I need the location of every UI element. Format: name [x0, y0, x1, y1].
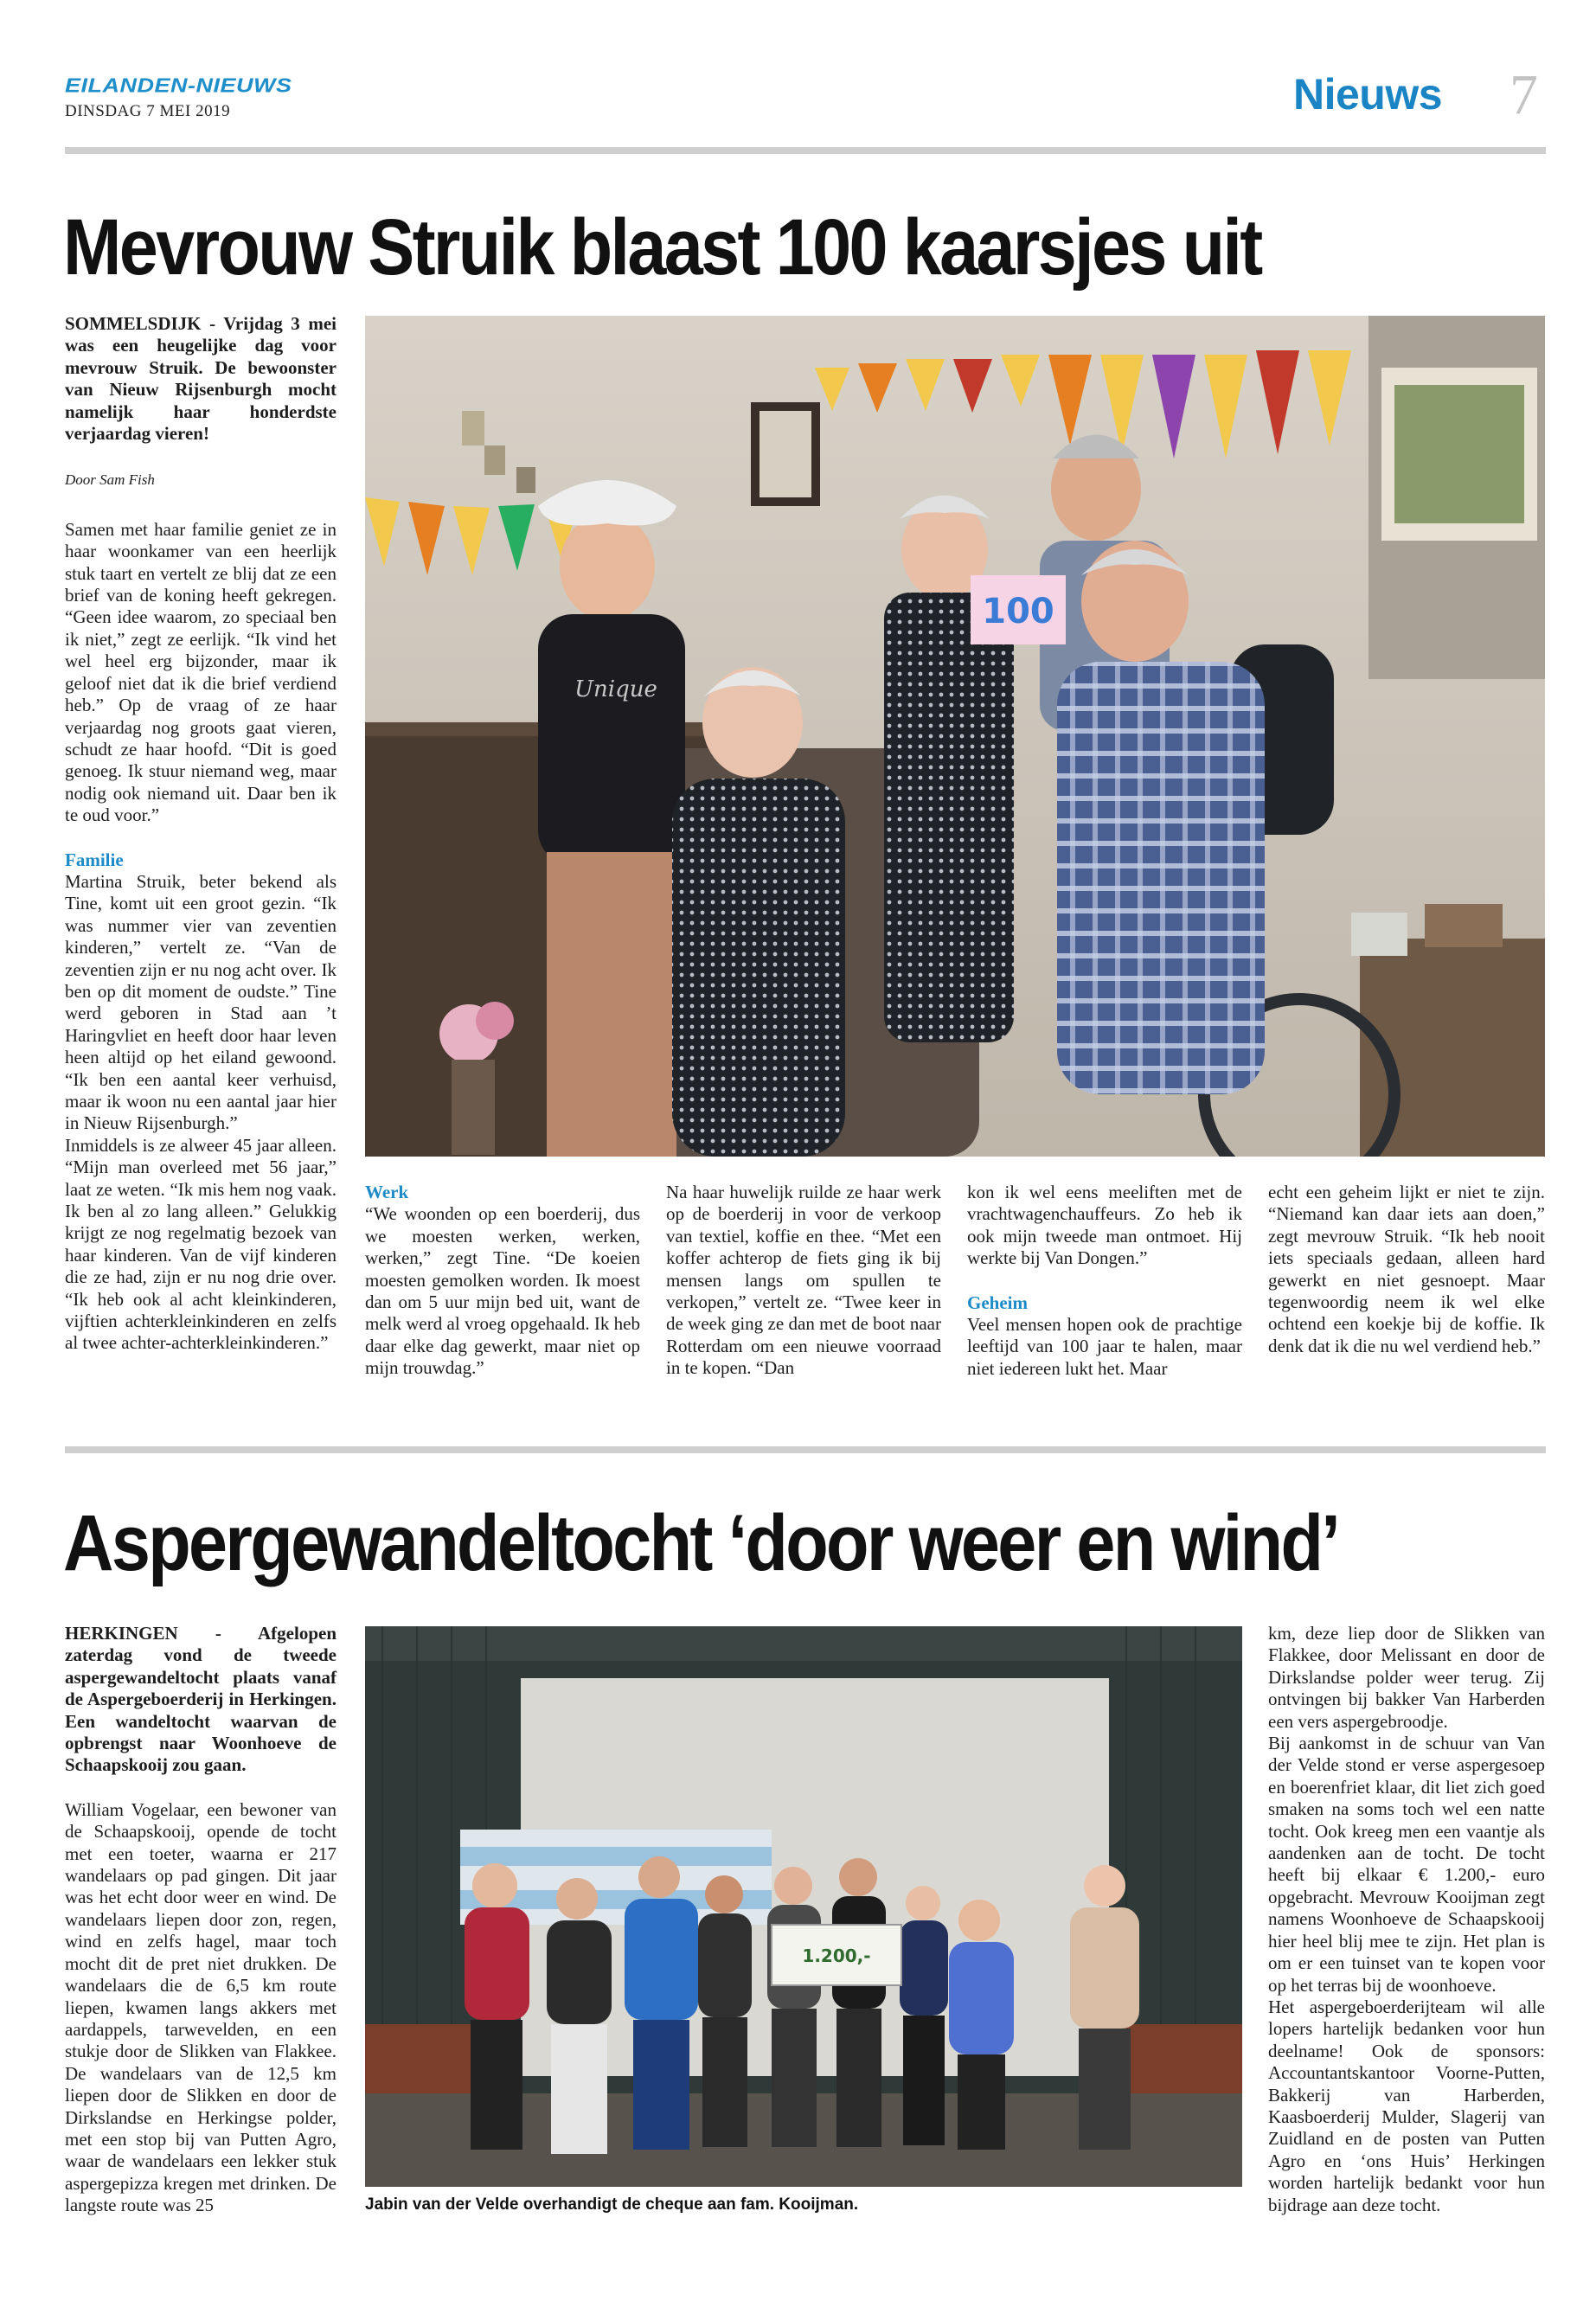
article1-column-3: [666, 1182, 941, 1380]
article1-paragraph: kon ik wel eens meeliften met de vrachtwagenchauffeurs. Zo heb ik ook mijn tweede man ontmoet. Hij werkte bij Van Dongen.”: [967, 1182, 1242, 1269]
birthday-card-number: 100: [982, 592, 1054, 631]
article1-subheading-werk: Werk: [365, 1182, 409, 1202]
article2-column-2: [1268, 1623, 1545, 2216]
article2-headline: Aspergewandeltocht ‘door weer en wind’: [63, 1499, 1339, 1587]
article2-photo: [365, 1626, 1242, 2187]
masthead: EILANDEN-NIEUWS: [65, 74, 292, 97]
article1-lead: SOMMELSDIJK - Vrijdag 3 mei was een heugelijke dag voor mevrouw Struik. De bewoonster van Nieuw Rijsenburgh mocht namelijk haar honderdste verjaardag vieren!: [65, 313, 337, 445]
article1-paragraph: Inmiddels is ze alweer 45 jaar alleen. “Mijn man overleed met 56 jaar,” laat ze weten. “Ik mis hem nog vaak. Ik ben al zo lang alleen.” Gelukkig krijgt ze nog regelmatig bezoek van haar kinderen. Van de vijf kinderen die ze had, zijn er nu nog drie over. “Ik heb ook al acht kleinkinderen, vijftien achterkleinkinderen en zelfs al twee achter-achterkleinkinderen.”: [65, 1134, 337, 1354]
article-divider-rule: [65, 1446, 1546, 1453]
article2-paragraph: William Vogelaar, een bewoner van de Schaapskooij, opende de tocht met een toeter, waarna er 217 wandelaars op pad gingen. Dit jaar was het echt door weer en wind. De wandelaars liepen door zon, regen, wind en zelfs hagel, maar toch mocht dit de pret niet drukken. De wandelaars die de 6,5 km route liepen, kwamen langs akkers met aardappels, tarwevelden, en een stukje door de Slikken van Flakkee. De wandelaars van de 12,5 km liepen door de Slikken en door de Dirkslandse en Herkingse polder, met een stop bij van Putten Agro, waar de wandelaars een lekker stuk aspergepizza kregen met drinken. De langste route was 25: [65, 1798, 337, 2216]
cheque-amount: 1.200,-: [802, 1945, 871, 1966]
article2-column-1: [65, 1623, 337, 2217]
article1-headline: Mevrouw Struik blaast 100 kaarsjes uit: [63, 203, 1261, 292]
article1-paragraph: Veel mensen hopen ook de prachtige leeftijd van 100 jaar te halen, maar niet iedereen lukt het. Maar: [967, 1314, 1242, 1379]
article2-lead: HERKINGEN - Afgelopen zaterdag vond de tweede aspergewandeltocht plaats vanaf de Aspergeboerderij in Herkingen. Een wandeltocht waarvan de opbrengst naar Woonhoeve de Schaapskooij zou gaan.: [65, 1623, 337, 1776]
article1-column-5: [1268, 1182, 1545, 1357]
article1-photo: [365, 316, 1545, 1157]
article2-paragraph: km, deze liep door de Slikken van Flakkee, door Melissant en door de Dirkslandse polder weer terug. Zij ontvingen bij bakker Van Harberden een vers aspergebroodje.: [1268, 1623, 1545, 1732]
article1-byline: Door Sam Fish: [65, 471, 155, 489]
article1-paragraph: Martina Struik, beter bekend als Tine, komt uit een groot gezin. “Ik was nummer vier van zeventien kinderen,” vertelt ze. “Van de zeventien zijn er nu nog acht over. Ik ben op dit moment de oudste.” Tine werd geboren in Stad aan ’t Haringvliet en heeft door haar leven heen altijd op het eiland gewoond. “Ik ben een aantal keer verhuisd, maar ik woon nu een aantal jaar hier in Nieuw Rijsenburgh.”: [65, 870, 337, 1134]
article1-column-2: [365, 1182, 640, 1380]
article1-paragraph: “We woonden op een boerderij, dus we moesten werken, werken, werken,” zegt Tine. “De koeien moesten gemolken worden. Ik moest dan om 5 uur mijn bed uit, want de melk werd al vroeg opgehaald. Ik heb daar elke dag gewerkt, maar niet op mijn trouwdag.”: [365, 1203, 640, 1379]
article2-paragraph: Bij aankomst in de schuur van Van der Velde stond er verse aspergesoep en boerenfriet klaar, dit liet zich goed smaken na soms toch wel een natte tocht. Ook kreeg men een vaantje als aandenken aan de tocht. De tocht heeft bij elkaar € 1.200,- euro opgebracht. Mevrouw Kooijman zegt namens Woonhoeve de Schaapskooij hier heel blij mee te zijn. Het plan is om er een tuinset van te kopen voor op het terras bij de woonhoeve.: [1268, 1733, 1545, 1996]
article1-paragraph: Samen met haar familie geniet ze in haar woonkamer van een heerlijk stuk taart en vertelt ze blij dat ze een brief van de koning heeft gekregen. “Geen idee waarom, zo speciaal ben ik niet,” zegt ze eerlijk. “Ik vind het wel heel erg bijzonder, maar ik geloof niet dat ik die brief verdiend heb.” Op de vraag of ze haar verjaardag nog groots gaat vieren, schudt ze haar hoofd. “Dit is goed genoeg. Ik stuur niemand weg, maar nodig ook niemand uit. Daar ben ik te oud voor.”: [65, 518, 337, 826]
header-rule: [65, 147, 1546, 154]
article1-column-4: [967, 1182, 1242, 1380]
article1-paragraph: echt een geheim lijkt er niet te zijn. “Niemand kan daar iets aan doen,” zegt mevrouw Struik. “Ik heb nooit iets speciaals gedaan, alleen hard gewerkt en niet gesnoept. Maar tegenwoordig neem ik wel elke ochtend een koekje bij de koffie. Ik denk dat ik die nu wel verdiend heb.”: [1268, 1182, 1545, 1356]
article1-subheading-geheim: Geheim: [967, 1292, 1028, 1313]
walkers-group-illustration: [365, 1626, 1242, 2187]
article1-column-1: [65, 313, 337, 1355]
page-number: 7: [1509, 63, 1538, 126]
article2-paragraph: Het aspergeboerderijteam wil alle lopers hartelijk bedanken voor hun deelname! Ook de sponsors: Accountantskantoor Voorne-Putten, Bakkerij van Harberden, Kaasboerderij Mulder, Slagerij van Zuidland en de posten van Putten Agro en ‘ons Huis’ Herkingen worden hartelijk bedankt voor hun bijdrage aan deze tocht.: [1268, 1996, 1545, 2215]
article2-photo-caption: Jabin van der Velde overhandigt de cheque aan fam. Kooijman.: [365, 2195, 859, 2214]
shirt-lettering: Unique: [574, 676, 657, 702]
article1-subheading-familie: Familie: [65, 849, 124, 870]
issue-date: DINSDAG 7 MEI 2019: [65, 102, 231, 120]
birthday-family-illustration: [365, 316, 1545, 1157]
article1-paragraph: Na haar huwelijk ruilde ze haar werk op de boerderij in voor de verkoop van textiel, koffie en thee. “Met een koffer achterop de fiets ging ik bij mensen langs om spullen te verkopen,” vertelt ze. “Twee keer in de week ging ze dan met de boot naar Rotterdam om een nieuwe voorraad in te kopen. “Dan: [666, 1182, 941, 1379]
section-title: Nieuws: [1293, 70, 1443, 119]
